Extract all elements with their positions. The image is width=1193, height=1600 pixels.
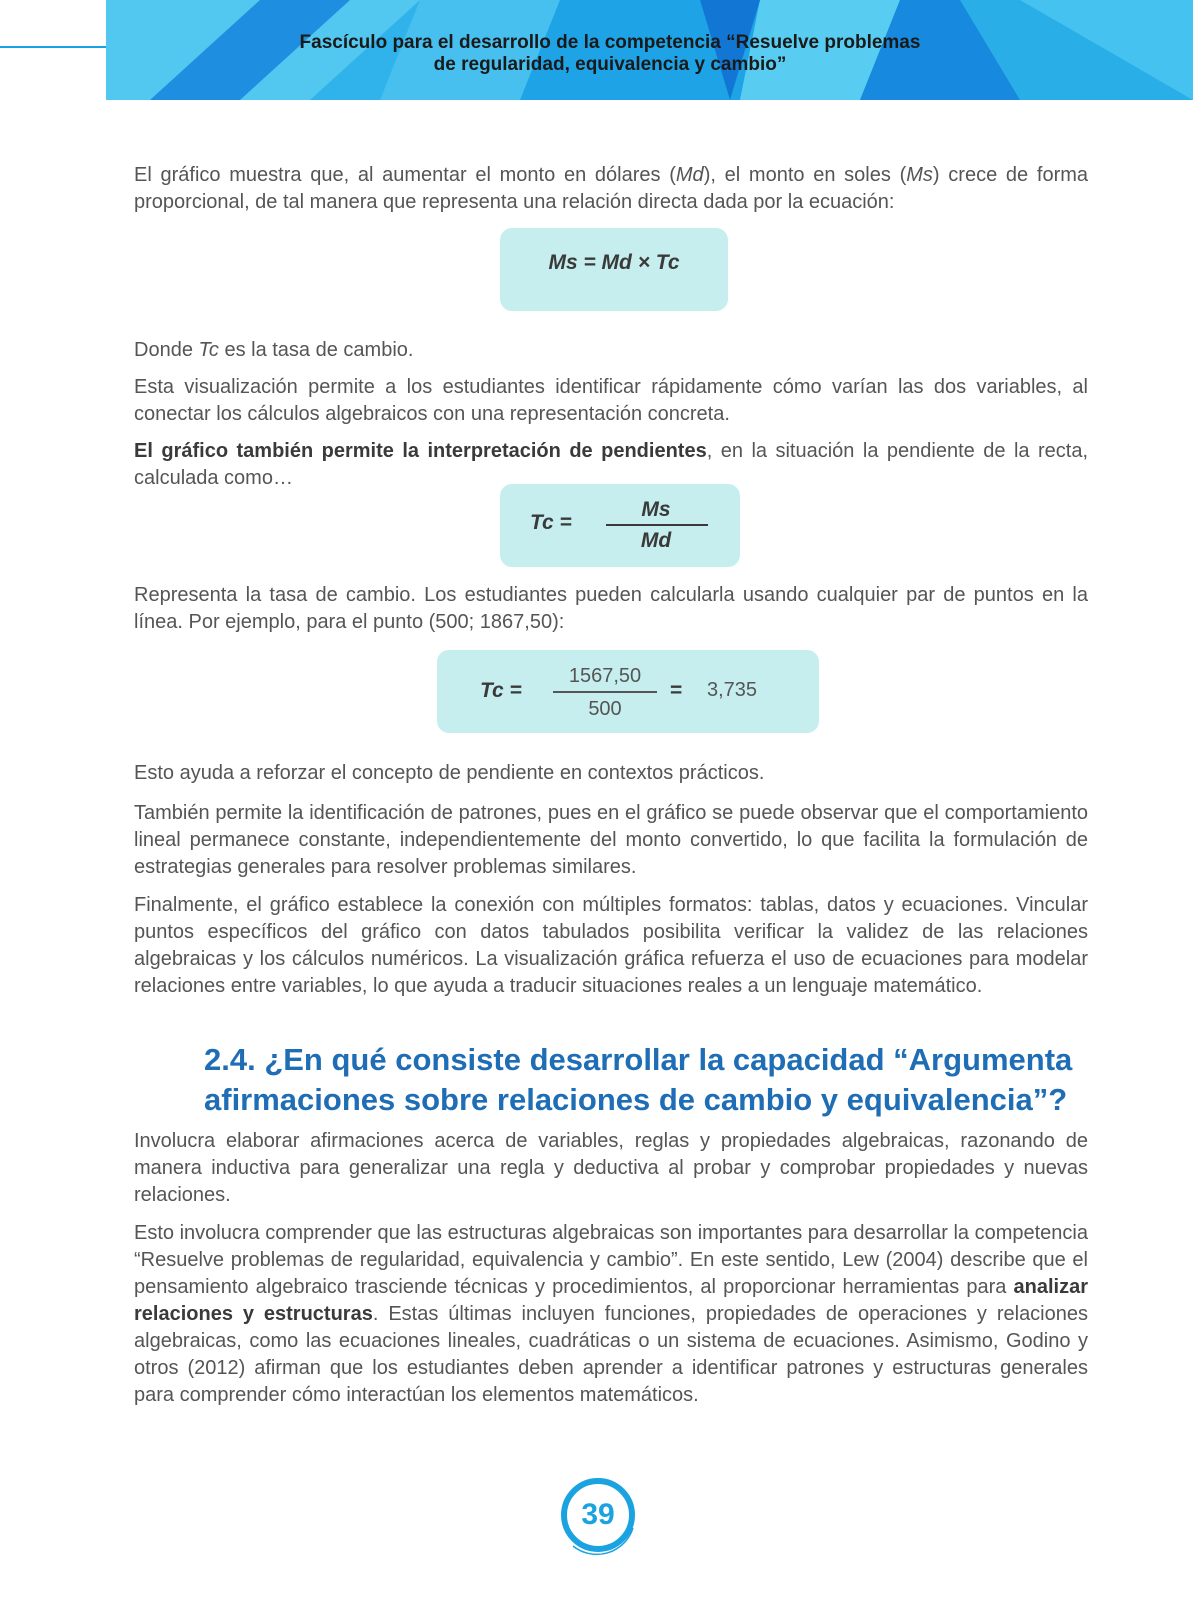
paragraph-8: Finalmente, el gráfico establece la conexión con múltiples formatos: tablas, datos y ecuaciones. Vincular puntos específicos del gráfico con datos tabulados posibilita verificar la validez de las relaciones algebraicas y los cálculos numéricos. La visualización gráfica refuerza el uso de ecuaciones para modelar relaciones entre variables, lo que ayuda a traducir situaciones reales a un lenguaje matemático. xyxy=(134,894,1088,997)
header-title xyxy=(200,32,1020,76)
formula-2-numerator: Ms xyxy=(641,498,671,521)
header-title-line2: de regularidad, equivalencia y cambio” xyxy=(433,54,787,75)
formula-2-denominator: Md xyxy=(640,529,672,552)
formula-box-2 xyxy=(500,484,740,567)
paragraph-1 xyxy=(134,162,1088,216)
p1-text-b: ), el monto en soles ( xyxy=(703,164,907,186)
header-rule xyxy=(0,46,106,48)
formula-2-lhs: Tc = xyxy=(530,511,572,534)
formula-box-1 xyxy=(500,228,728,311)
p4-rest: , en la situación la pendiente de la recta, calculada como… xyxy=(134,440,1088,489)
paragraph-7: También permite la identificación de patrones, pues en el gráfico se puede observar que el comportamiento lineal permanece constante, independientemente del monto convertido, lo que facilita la formulación de estrategias generales para resolver problemas similares. xyxy=(134,802,1088,878)
p1-var-md: Md xyxy=(675,164,704,186)
p2-text-a: Donde xyxy=(134,339,199,361)
paragraph-5: Representa la tasa de cambio. Los estudiantes pueden calcularla usando cualquier par de puntos en la línea. Por ejemplo, para el punto (500; 1867,50): xyxy=(134,584,1088,633)
formula-box-3 xyxy=(437,650,819,733)
formula-3-lhs: Tc = xyxy=(480,679,522,702)
formula-1: Ms = Md × Tc xyxy=(548,251,680,274)
paragraph-10 xyxy=(134,1220,1088,1409)
paragraph-9: Involucra elaborar afirmaciones acerca de variables, reglas y propiedades algebraicas, razonando de manera inductiva para generalizar una regla y deductiva al probar y comprobar propiedades y nuevas relaciones. xyxy=(134,1130,1088,1206)
p10-text-a: Esto involucra comprender que las estructuras algebraicas son importantes para desarrollar la competencia “Resuelve problemas de regularidad, equivalencia y cambio”. En este sentido, Lew (2004) describe que el pensamiento algebraico trasciende técnicas y procedimientos, al proporcionar herramientas para xyxy=(134,1222,1088,1298)
p4-bold: El gráfico también permite la interpretación de pendientes xyxy=(134,440,707,462)
formula-2-fraction-bar xyxy=(606,524,708,526)
p10-bold: analizar relaciones y estructuras xyxy=(134,1276,1088,1325)
formula-3-fraction-bar xyxy=(553,691,657,693)
formula-3-denominator: 500 xyxy=(588,698,622,720)
p2-var-tc: Tc xyxy=(198,339,219,361)
p10-text-b: . Estas últimas incluyen funciones, propiedades de operaciones y relaciones algebraicas, como las ecuaciones lineales, cuadráticas o un sistema de ecuaciones. Asimismo, Godino y otros (2012) afirman que los estudiantes deben aprender a identificar patrones y estructuras generales para comprender cómo interactúan los elementos matemáticos. xyxy=(134,1303,1088,1406)
paragraph-3: Esta visualización permite a los estudiantes identificar rápidamente cómo varían las dos variables, al conectar los cálculos algebraicos con una representación concreta. xyxy=(134,376,1088,425)
header-title-line1: Fascículo para el desarrollo de la competencia “Resuelve problemas xyxy=(299,32,921,53)
formula-3-equals: = xyxy=(670,679,683,702)
page-number: 39 xyxy=(581,1498,615,1531)
p1-text-c: ) crece de forma proporcional, de tal manera que representa una relación directa dada por la ecuación: xyxy=(134,164,1089,213)
section-heading-line1: 2.4. ¿En qué consiste desarrollar la capacidad “Argumenta xyxy=(204,1042,1073,1077)
page-number-badge xyxy=(553,1470,643,1560)
paragraph-2 xyxy=(134,337,1088,364)
paragraph-6: Esto ayuda a reforzar el concepto de pendiente en contextos prácticos. xyxy=(134,762,765,784)
section-heading-line2: afirmaciones sobre relaciones de cambio y equivalencia”? xyxy=(204,1082,1068,1117)
p2-text-b: es la tasa de cambio. xyxy=(218,339,414,361)
formula-3-numerator: 1567,50 xyxy=(568,665,642,687)
formula-3-result: 3,735 xyxy=(707,679,758,701)
p1-var-ms: Ms xyxy=(906,164,933,186)
p1-text-a: El gráfico muestra que, al aumentar el monto en dólares ( xyxy=(134,164,676,186)
section-heading xyxy=(204,1040,1104,1120)
